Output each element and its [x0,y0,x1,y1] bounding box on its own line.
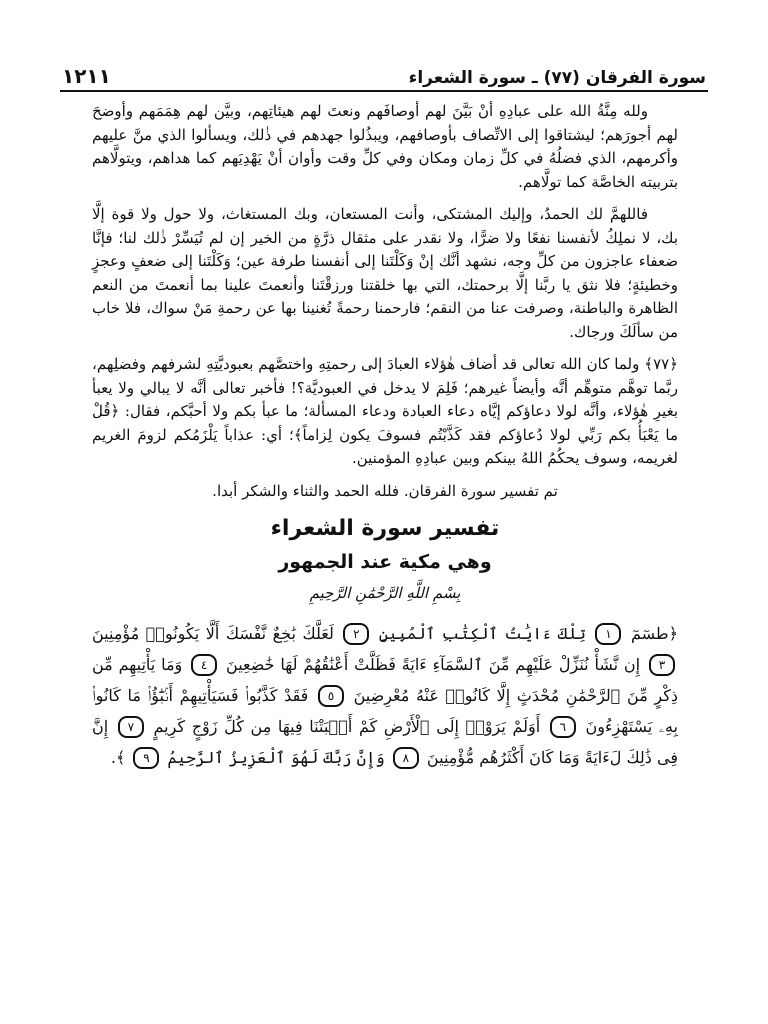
verse-number-marker: ٣ [649,654,675,676]
verse-number-marker: ٤ [191,654,217,676]
verse-text: لَعَلَّكَ بَٰخِعٌ نَّفْسَكَ أَلَّا يَكُونُوا۟ مُؤْمِنِينَ [92,623,334,643]
verses-close: ﴾. [110,747,126,767]
page-header [62,58,706,88]
verse-number-marker: ٨ [393,747,419,769]
verse-number-marker: ٢ [343,623,369,645]
paragraph-2: فاللهمَّ لك الحمدُ، وإليك المشتكى، وأنت المستعان، وبك المستغاث، ولا حول ولا قوة إلَّا بك، لا نملِكُ لأنفسنا نفعًا ولا ضرًّا، ولا نقدر على مثقال ذرَّةٍ من الخير إن لم تُيَسِّرْ ذٰلك لنا؛ فإنَّا ضعفاء عاجزون من كلِّ وجه، نشهد أنَّك إنْ وَكَلْتَنا إلى أنفسنا طرفة عين؛ وَكَلْتَنا إلى ضعفٍ وعجزٍ وخطيئةٍ؛ فلا نثق يا ربَّنا إلَّا برحمتك، التي بها خلقتنا ورزقْتَنا وأنعمتَ علينا بما أنعمتَ من النعم الظاهرة والباطنة، وصرفت عنا من النقم؛ فارحمنا رحمةً تُغنينا بها عن رحمةِ مَنْ سواك، فلا خاب من سألَكَ ورجاك. [92,205,678,341]
end-note: تم تفسير سورة الفرقان. فلله الحمد والثناء والشكر أبدا. [212,481,558,500]
surah-title: تفسير سورة الشعراء [270,516,500,541]
header-rule [60,90,708,92]
surah-subtitle: وهي مكية عند الجمهور [278,550,492,573]
page-number: ١٢١١ [62,64,111,88]
basmala: بِسْمِ اللَّهِ الرَّحْمَٰنِ الرَّحِيمِ [309,584,461,602]
verse-text: فَقَدْ كَذَّبُوا۟ فَسَيَأْتِيهِمْ أَنۢبَٰٓؤُا۟ مَا كَانُوا۟ بِهِۦ يَسْتَهْزِءُونَ [92,685,678,736]
verse-text: إِن نَّشَأْ نُنَزِّلْ عَلَيْهِم مِّنَ ٱلسَّمَآءِ ءَايَةً فَظَلَّتْ أَعْنَٰقُهُمْ لَهَا خَٰضِعِينَ [220,654,641,674]
verse-number-marker: ٥ [318,685,344,707]
verse-text: وَإِنَّ رَبَّكَ لَهُوَ ٱلْعَزِيزُ ٱلرَّحِيمُ [162,747,385,767]
verse-text: إِنَّ فِى ذَٰلِكَ لَءَايَةً وَمَا كَانَ أَكْثَرُهُم مُّؤْمِنِينَ [92,716,678,767]
verse-number-marker: ٩ [133,747,159,769]
verse-text: تِلْكَ ءَايَٰتُ ٱلْكِتَٰبِ ٱلْمُبِينِ [372,623,586,643]
verse-text: وَمَا يَأْتِيهِم مِّن ذِكْرٍ مِّنَ ٱلرَّحْمَٰنِ مُحْدَثٍ إِلَّا كَانُوا۟ عَنْهُ مُعْرِضِينَ [92,654,678,705]
running-title: سورة الفرقان (٧٧) ـ سورة الشعراء [408,68,706,88]
verse-text: ﴿طسٓمٓ [624,623,678,643]
verse-number-marker: ٦ [550,716,576,738]
verse-number-marker: ١ [595,623,621,645]
paragraph-1: ولله مِنَّةُ الله على عبادِهِ أنْ بَيَّنَ لهم أوصافَهم ونعتَ لهم هيئاتِهم، وبيَّن لهم هِمَمَهم وأوضحَ لهم أجورَهم؛ ليشتاقوا إلى الاتِّصاف بأوصافهم، ويبذُلوا جهدهم في ذٰلك، ويسألوا الذي منَّ عليهم وأكرمهم، الذي فضلُهُ في كلِّ زمان ومكان وفي كلِّ وقت وأوان أنْ يَهْدِيَهم كما هداهم، ويتولَّاهم بتربيته الخاصَّة كما تولَّاهم. [92,102,678,191]
verse-text: أَوَلَمْ يَرَوْا۟ إِلَى ٱلْأَرْضِ كَمْ أَنۢبَتْنَا فِيهَا مِن كُلِّ زَوْجٍ كَرِيمٍ [146,716,541,736]
verse-number-marker: ٧ [118,716,144,738]
page-body [92,100,678,773]
paragraph-3: ﴿٧٧﴾ ولما كان الله تعالى قد أضاف هٰؤلاء العبادَ إلى رحمتِهِ واختصَّهم بعبوديَّتِهِ لشرفهم وفضلِهم، ربَّما توهَّم متوهِّم أنَّه وأيضاً غيرهم؛ فَلِمَ لا يدخل في العبوديَّة؟! فأخبر تعالى أنَّه لا يبالي ولا يعبأ بغيرِ هٰؤلاء، وأنَّه لولا دعاؤكم إيَّاه دعاء العبادة ودعاء المسألة؛ ما عبأ بكم ولا أحبَّكم، فقال: ﴿قُلْ ما يَعْبَأُ بكم رَبِّي لولا دُعاؤكم فقد كَذَّبْتُم فسوفَ يكون لِزاماً﴾؛ أي: عذاباً يَلْزَمُكم لزومَ الغريم لغريمه، وسوف يحكُمُ اللهُ بينكم وبين عبادِهِ المؤمنين. [92,355,678,467]
quran-verses [92,618,678,773]
